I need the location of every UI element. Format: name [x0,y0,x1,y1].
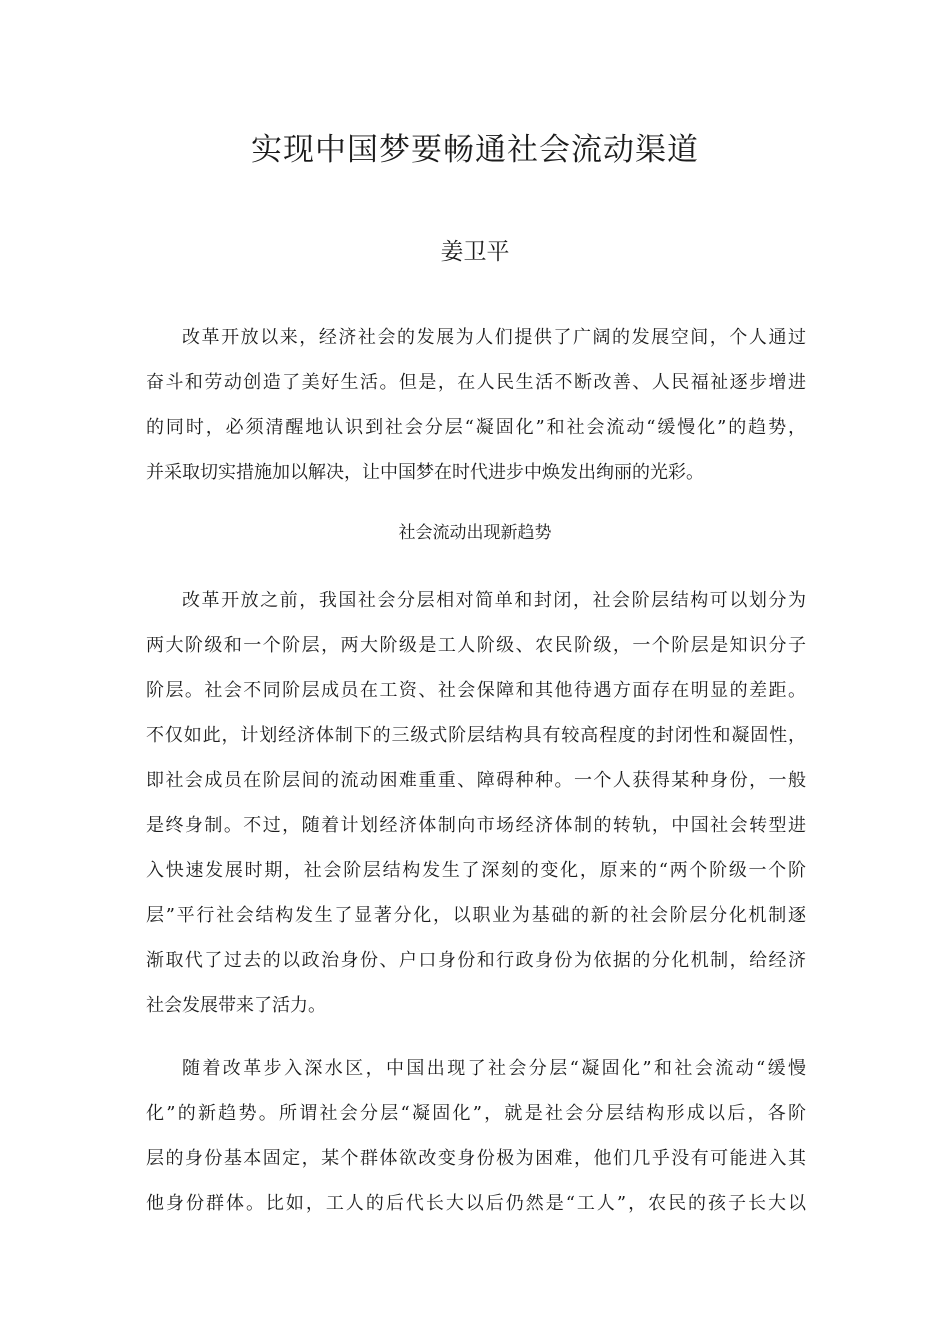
paragraph-line: 是终身制。不过，随着计划经济体制向市场经济体制的转轨，中国社会转型进 [146,815,806,836]
paragraph-line: 入快速发展时期，社会阶层结构发生了深刻的变化，原来的“两个阶级一个阶 [146,860,806,881]
paragraph-line: 改革开放之前，我国社会分层相对简单和封闭，社会阶层结构可以划分为 [182,590,806,611]
paragraph-line: 层”平行社会结构发生了显著分化，以职业为基础的新的社会阶层分化机制逐 [146,905,806,926]
paragraph [146,315,806,495]
author-name: 姜卫平 [440,239,510,265]
paragraph-line: 他身份群体。比如，工人的后代长大以后仍然是“工人”，农民的孩子长大以 [146,1193,806,1214]
paragraph-line: 改革开放以来，经济社会的发展为人们提供了广阔的发展空间，个人通过 [182,327,806,348]
paragraph-line: 随着改革步入深水区，中国出现了社会分层“凝固化”和社会流动“缓慢 [182,1058,806,1079]
paragraph [146,578,806,1028]
paragraph-line: 两大阶级和一个阶层，两大阶级是工人阶级、农民阶级，一个阶层是知识分子 [146,635,806,656]
document-title: 实现中国梦要畅通社会流动渠道 [251,132,699,168]
paragraph-line: 即社会成员在阶层间的流动困难重重、障碍种种。一个人获得某种身份，一般 [146,770,806,791]
paragraph-line: 社会发展带来了活力。 [146,995,326,1016]
paragraph-line: 化”的新趋势。所谓社会分层“凝固化”，就是社会分层结构形成以后，各阶 [146,1103,806,1124]
paragraph-line: 不仅如此，计划经济体制下的三级式阶层结构具有较高程度的封闭性和凝固性， [146,725,806,746]
paragraph-line: 的同时，必须清醒地认识到社会分层“凝固化”和社会流动“缓慢化”的趋势， [146,417,806,438]
paragraph-line: 并采取切实措施加以解决，让中国梦在时代进步中焕发出绚丽的光彩。 [146,462,704,483]
paragraph-line: 层的身份基本固定，某个群体欲改变身份极为困难，他们几乎没有可能进入其 [146,1148,806,1169]
paragraph-line: 阶层。社会不同阶层成员在工资、社会保障和其他待遇方面存在明显的差距。 [146,680,806,701]
paragraph-line: 奋斗和劳动创造了美好生活。但是，在人民生活不断改善、人民福祉逐步增进 [146,372,806,393]
paragraph-line: 渐取代了过去的以政治身份、户口身份和行政身份为依据的分化机制，给经济 [146,950,806,971]
section-heading: 社会流动出现新趋势 [398,523,552,543]
paragraph [146,1046,806,1226]
